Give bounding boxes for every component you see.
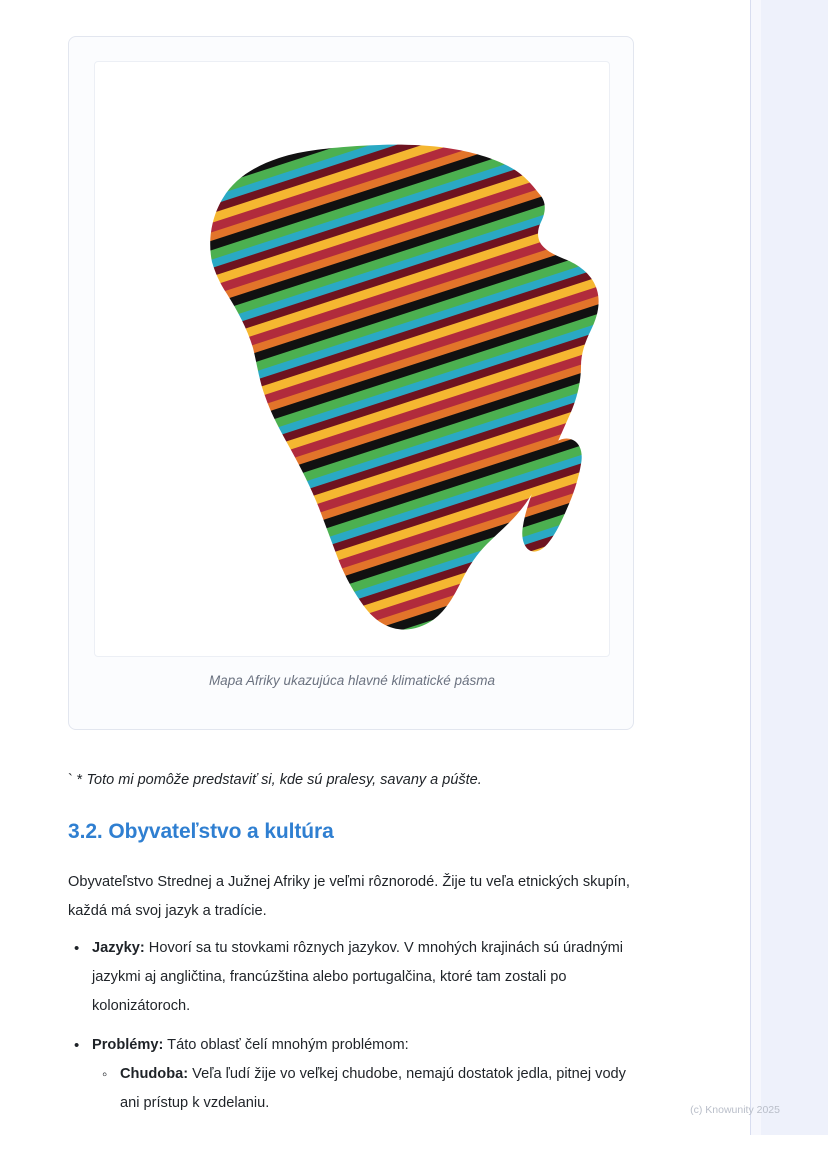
note-prefix: ` * — [68, 772, 83, 788]
sub-list-item — [120, 1060, 648, 1118]
list-item — [92, 934, 648, 1021]
list-item — [92, 1031, 648, 1118]
note-text: Toto mi pomôže predstaviť si, kde sú pralesy, savany a púšte. — [86, 772, 482, 788]
list-item-text: Hovorí sa tu stovkami rôznych jazykov. V mnohých krajinách sú úradnými jazykmi aj angličtina, francúzština alebo portugalčina, ktoré tam zostali po kolonizátoroch. — [92, 940, 624, 1014]
watermark: (c) Knowunity 2025 — [690, 1104, 780, 1116]
africa-mainland — [95, 62, 610, 657]
africa-climate-zones-map — [95, 62, 610, 657]
figure-image-frame — [94, 61, 610, 657]
figure-caption: Mapa Afriky ukazujúca hlavné klimatické pásma — [208, 673, 496, 688]
right-rail — [750, 0, 828, 1135]
figure-card — [68, 36, 634, 730]
scrollbar-track[interactable] — [751, 0, 761, 1135]
list-item-text: Táto oblasť čelí mnohým problémom: — [163, 1037, 409, 1053]
sub-list-item-text: Veľa ľudí žije vo veľkej chudobe, nemajú dostatok jedla, pitnej vody ani prístup k vzdelaniu. — [120, 1066, 626, 1111]
section-paragraph: Obyvateľstvo Strednej a Južnej Afriky je veľmi rôznorodé. Žije tu veľa etnických skupín, každá má svoj jazyk a tradície. — [68, 874, 630, 919]
list-item-label: Jazyky: — [92, 940, 145, 956]
section-title: 3.2. Obyvateľstvo a kultúra — [68, 820, 334, 843]
sub-list-item-label: Chudoba: — [120, 1066, 189, 1082]
bullet-list — [68, 934, 648, 1128]
note-line — [68, 772, 668, 788]
sub-list — [92, 1060, 648, 1118]
list-item-label: Problémy: — [92, 1037, 164, 1053]
